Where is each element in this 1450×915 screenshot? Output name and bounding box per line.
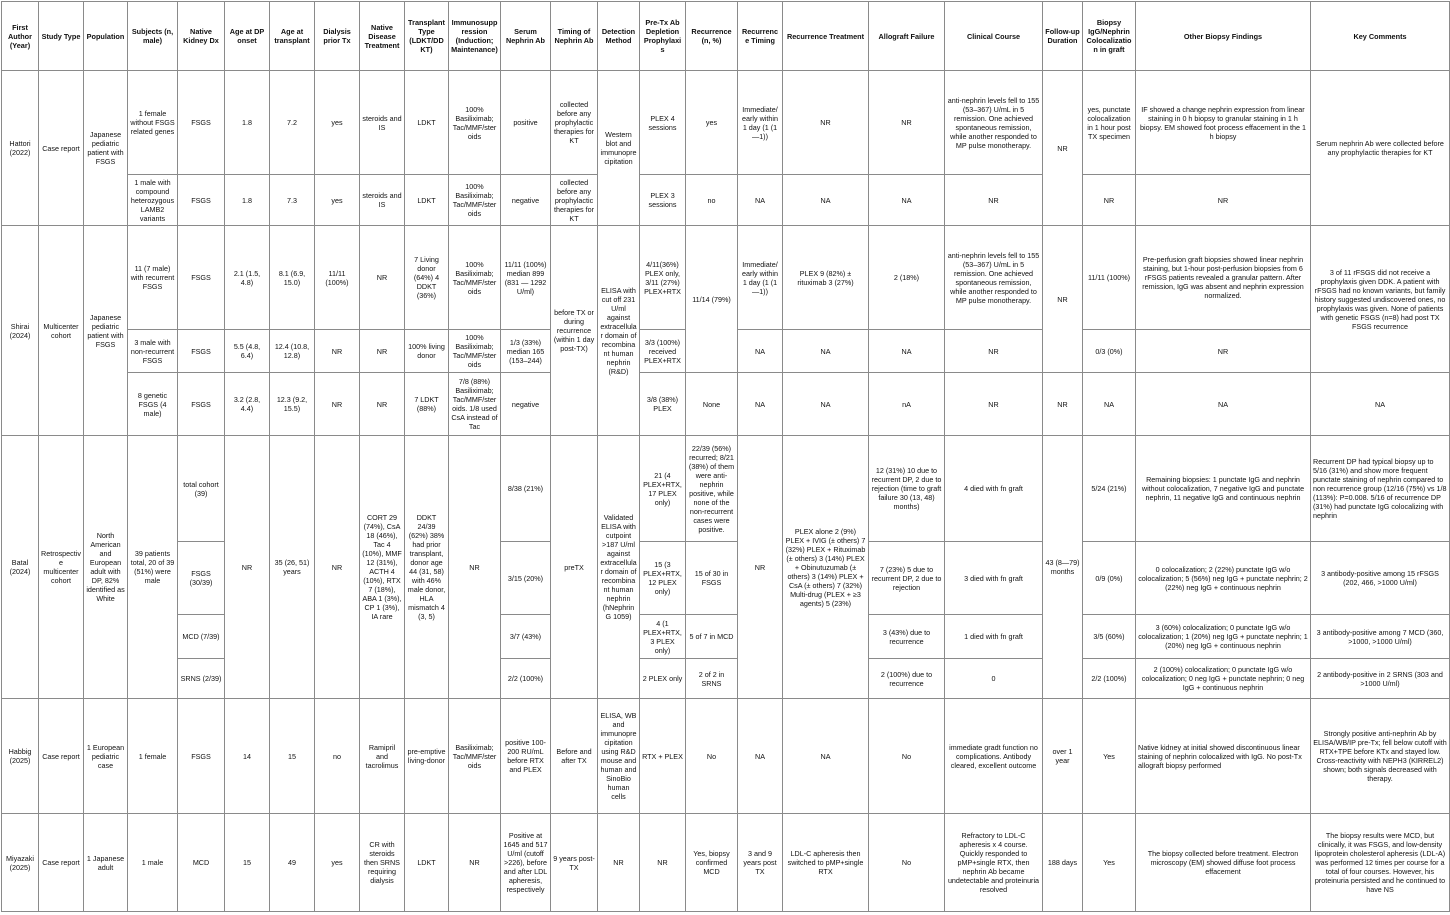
table-cell: 11/11 (100%) median 899 (831 — 1292 U/ml)	[501, 226, 551, 330]
table-cell: NR	[225, 436, 270, 699]
table-row	[2, 436, 1450, 542]
table-cell: 1 male	[128, 814, 178, 912]
table-cell: NR	[1136, 330, 1311, 373]
table-cell: RTX + PLEX	[640, 699, 686, 814]
table-cell: NR	[449, 814, 501, 912]
table-cell: NR	[1136, 175, 1311, 226]
table-cell: CORT 29 (74%), CsA 18 (46%), Tac 4 (10%), MMF 12 (31%), ACTH 4 (10%), RTX 7 (18%), ABA 1 (3%), CP 1 (3%), IA rare	[360, 436, 405, 699]
table-cell: negative	[501, 373, 551, 436]
table-cell: before TX or during recurrence (within 1 day post-TX)	[551, 226, 598, 436]
table-cell: Positive at 1645 and 517 U/ml (cutoff >226), before and after LDL apheresis, respectively	[501, 814, 551, 912]
table-cell: Miyazaki (2025)	[2, 814, 39, 912]
table-cell: NA	[783, 175, 869, 226]
table-cell: NR	[360, 330, 405, 373]
col-header: Dialysis prior Tx	[315, 2, 360, 71]
table-cell: 4 (1 PLEX+RTX, 3 PLEX only)	[640, 615, 686, 659]
table-cell: Habbig (2025)	[2, 699, 39, 814]
table-cell: 2 (18%)	[869, 226, 945, 330]
col-header: Serum Nephrin Ab	[501, 2, 551, 71]
table-cell: over 1 year	[1043, 699, 1083, 814]
table-cell: Remaining biopsies: 1 punctate IgG and nephrin without colocalization, 7 negative IgG and punctate nephrin, 11 negative IgG and continuous nephrin	[1136, 436, 1311, 542]
table-cell: IF showed a change nephrin expression from linear staining in 0 h biopsy to granular staining in 1 h biopsy. EM showed foot process effacement in the 1 h biopsy	[1136, 71, 1311, 175]
table-cell: 21 (4 PLEX+RTX, 17 PLEX only)	[640, 436, 686, 542]
table-cell: FSGS	[178, 71, 225, 175]
table-cell: positive 100-200 RU/mL before RTX and PLEX	[501, 699, 551, 814]
table-cell: PLEX 3 sessions	[640, 175, 686, 226]
table-cell: total cohort (39)	[178, 436, 225, 542]
table-cell: Western blot and immunoprecipitation	[598, 71, 640, 226]
table-cell: LDKT	[405, 175, 449, 226]
table-cell: 11/11 (100%)	[315, 226, 360, 330]
table-cell: 7 LDKT (88%)	[405, 373, 449, 436]
col-header: Study Type	[39, 2, 84, 71]
table-cell: NA	[783, 373, 869, 436]
table-cell: Recurrent DP had typical biopsy up to 5/16 (31%) and show more frequent punctate staining of nephrin compared to non recurrence group (12/16 (75%) vs 1/8 (113%): P=0.008. 5/16 of recurrence DP (31%) had punctate IgG colocalizing with nephrin	[1311, 436, 1450, 542]
table-cell: 100% living donor	[405, 330, 449, 373]
table-cell: 0 colocalization; 2 (22%) punctate IgG w/o colocalization; 5 (56%) neg IgG + punctate nephrin; 2 (22%) neg IgG + continuous nephrin	[1136, 542, 1311, 615]
table-cell: 15 of 30 in FSGS	[686, 542, 738, 615]
table-cell: FSGS (30/39)	[178, 542, 225, 615]
table-cell: 14	[225, 699, 270, 814]
table-cell: 2 antibody-positive in 2 SRNS (303 and >1000 U/ml)	[1311, 659, 1450, 699]
table-cell: 15 (3 PLEX+RTX, 12 PLEX only)	[640, 542, 686, 615]
table-cell: 100% Basiliximab; Tac/MMF/steroids	[449, 330, 501, 373]
table-cell: yes	[686, 71, 738, 175]
table-cell: NR	[315, 373, 360, 436]
table-cell: Immediate/ early within 1 day (1 (1—1))	[738, 226, 783, 330]
table-cell: 3/3 (100%) received PLEX+RTX	[640, 330, 686, 373]
table-cell: Yes, biopsy confirmed MCD	[686, 814, 738, 912]
table-cell: 11/11 (100%)	[1083, 226, 1136, 330]
table-cell: 1 female without FSGS related genes	[128, 71, 178, 175]
table-row	[2, 373, 1450, 436]
col-header: Biopsy IgG/Nephrin Colocalization in graft	[1083, 2, 1136, 71]
table-cell: Case report	[39, 814, 84, 912]
col-header: Recurrence Treatment	[783, 2, 869, 71]
table-cell: NA	[738, 699, 783, 814]
table-cell: 15	[270, 699, 315, 814]
table-cell: 100% Basiliximab; Tac/MMF/steroids	[449, 226, 501, 330]
table-cell: FSGS	[178, 373, 225, 436]
table-cell: 2 of 2 in SRNS	[686, 659, 738, 699]
table-cell: 7.2	[270, 71, 315, 175]
col-header: Age at DP onset	[225, 2, 270, 71]
table-cell: Retrospective multicenter cohort	[39, 436, 84, 699]
table-cell: 8 genetic FSGS (4 male)	[128, 373, 178, 436]
table-cell: LDKT	[405, 814, 449, 912]
col-header: Follow-up Duration	[1043, 2, 1083, 71]
table-cell: yes	[315, 175, 360, 226]
col-header: Pre-Tx Ab Depletion Prophylaxis	[640, 2, 686, 71]
col-header: Timing of Nephrin Ab	[551, 2, 598, 71]
col-header: Transplant Type (LDKT/DDKT)	[405, 2, 449, 71]
table-cell: 4/11(36%) PLEX only, 3/11 (27%) PLEX+RTX	[640, 226, 686, 330]
table-cell: no	[315, 699, 360, 814]
table-cell: LDL-C apheresis then switched to pMP+single RTX	[783, 814, 869, 912]
col-header: Population	[84, 2, 128, 71]
table-cell: Batal (2024)	[2, 436, 39, 699]
table-cell: 1/3 (33%) median 165 (153–244)	[501, 330, 551, 373]
table-cell: FSGS	[178, 330, 225, 373]
table-cell: NR	[738, 436, 783, 699]
table-cell: 2/2 (100%)	[1083, 659, 1136, 699]
table-cell: Hattori (2022)	[2, 71, 39, 226]
table-cell: 11/14 (79%)	[686, 226, 738, 373]
table-cell: No	[869, 699, 945, 814]
table-cell: NR	[945, 330, 1043, 373]
table-cell: MCD (7/39)	[178, 615, 225, 659]
table-cell: 3/5 (60%)	[1083, 615, 1136, 659]
table-cell: NA	[783, 699, 869, 814]
table-cell: NR	[783, 71, 869, 175]
table-cell: 39 patients total, 20 of 39 (51%) were male	[128, 436, 178, 699]
col-header: Clinical Course	[945, 2, 1043, 71]
table-cell: NR	[1043, 71, 1083, 226]
table-cell: NR	[1043, 226, 1083, 373]
table-row	[2, 659, 1450, 699]
table-cell: 8/38 (21%)	[501, 436, 551, 542]
table-cell: Refractory to LDL-C apheresis x 4 course. Quickly responded to pMP+single RTX, then nephrin Ab became undetectable and proteinuria resolved	[945, 814, 1043, 912]
table-cell: NR	[598, 814, 640, 912]
table-cell: NA	[738, 330, 783, 373]
col-header: Immunosuppression (Induction; Maintenance)	[449, 2, 501, 71]
table-cell: 11 (7 male) with recurrent FSGS	[128, 226, 178, 330]
table-cell: 7 Living donor (64%) 4 DDKT (36%)	[405, 226, 449, 330]
table-cell: nA	[869, 373, 945, 436]
table-cell: The biopsy results were MCD, but clinically, it was FSGS, and low-density lipoprotein cholesterol apheresis (LDL-A) was performed 12 times per course for a total of four courses. However, his proteinuria persisted and he continued to have NS	[1311, 814, 1450, 912]
table-cell: 3 of 11 rFSGS did not receive a prophylaxis given DDK. A patient with rFSGS had no known variants, but family history suggested undiscovered ones, no prophylaxis was given. None of patients with genetic FSGS (n=8) had post TX FSGS recurrence	[1311, 226, 1450, 373]
table-cell: 2 PLEX only	[640, 659, 686, 699]
table-cell: LDKT	[405, 71, 449, 175]
table-cell: NR	[315, 330, 360, 373]
table-cell: yes	[315, 71, 360, 175]
table-cell: NA	[1311, 373, 1450, 436]
table-cell: collected before any prophylactic therapies for KT	[551, 71, 598, 175]
table-cell: NR	[945, 373, 1043, 436]
table-cell: 22/39 (56%) recurred; 8/21 (38%) of them were anti-nephrin positive, while none of the non-recurrent cases were positive.	[686, 436, 738, 542]
table-cell: No	[686, 699, 738, 814]
table-cell: 2 (100%) due to recurrence	[869, 659, 945, 699]
table-cell: immediate gradt function no complications. Antibody cleared, excellent outcome	[945, 699, 1043, 814]
table-cell: PLEX 9 (82%) ± rituximab 3 (27%)	[783, 226, 869, 330]
table-cell: NR	[1083, 175, 1136, 226]
table-cell: NR	[869, 71, 945, 175]
table-cell: 35 (26, 51) years	[270, 436, 315, 699]
table-cell: 49	[270, 814, 315, 912]
table-cell: ELISA, WB and immunoprecipitation using R&D mouse and human and SinoBio human cells	[598, 699, 640, 814]
table-cell: PLEX 4 sessions	[640, 71, 686, 175]
table-cell: ELISA with cut off 231 U/ml against extracellular domain of recombinant human nephrin (R&D)	[598, 226, 640, 436]
table-cell: 3.2 (2.8, 4.4)	[225, 373, 270, 436]
table-cell: 2.1 (1.5, 4.8)	[225, 226, 270, 330]
table-cell: No	[869, 814, 945, 912]
table-row	[2, 542, 1450, 615]
table-cell: Japanese pediatric patient with FSGS	[84, 226, 128, 436]
col-header: Native Disease Treatment	[360, 2, 405, 71]
table-cell: steroids and IS	[360, 175, 405, 226]
table-cell: 1 male with compound heterozygous LAMB2 variants	[128, 175, 178, 226]
table-cell: 3 male with non-recurrent FSGS	[128, 330, 178, 373]
table-cell: NR	[945, 175, 1043, 226]
table-cell: Ramipril and tacrolimus	[360, 699, 405, 814]
table-cell: 3/8 (38%) PLEX	[640, 373, 686, 436]
col-header: Allograft Failure	[869, 2, 945, 71]
table-cell: 15	[225, 814, 270, 912]
table-cell: NR	[360, 373, 405, 436]
table-cell: Serum nephrin Ab were collected before any prophylactic therapies for KT	[1311, 71, 1450, 226]
table-cell: Native kidney at initial showed discontinuous linear staining of nephrin colocalized with IgG. No post-Tx allograft biopsy performed	[1136, 699, 1311, 814]
table-cell: Case report	[39, 699, 84, 814]
table-cell: 3 (43%) due to recurrence	[869, 615, 945, 659]
table-cell: NA	[1136, 373, 1311, 436]
header-row	[2, 2, 1450, 71]
table-cell: FSGS	[178, 175, 225, 226]
col-header: Detection Method	[598, 2, 640, 71]
table-cell: 3/15 (20%)	[501, 542, 551, 615]
table-cell: 0/3 (0%)	[1083, 330, 1136, 373]
table-cell: NR	[315, 436, 360, 699]
table-cell: Shirai (2024)	[2, 226, 39, 436]
table-cell: Yes	[1083, 699, 1136, 814]
table-cell: NR	[640, 814, 686, 912]
table-row	[2, 175, 1450, 226]
table-cell: NA	[738, 175, 783, 226]
table-cell: 1.8	[225, 175, 270, 226]
table-cell: Case report	[39, 71, 84, 226]
table-row	[2, 814, 1450, 912]
table-cell: 3 died with fn graft	[945, 542, 1043, 615]
table-cell: 9 years post-TX	[551, 814, 598, 912]
table-cell: 7.3	[270, 175, 315, 226]
table-cell: 100% Basiliximab; Tac/MMF/steroids	[449, 71, 501, 175]
table-cell: 12.4 (10.8, 12.8)	[270, 330, 315, 373]
table-cell: 5/24 (21%)	[1083, 436, 1136, 542]
table-cell: pre-emptive living-donor	[405, 699, 449, 814]
table-cell: NA	[738, 373, 783, 436]
table-row	[2, 226, 1450, 330]
table-cell: positive	[501, 71, 551, 175]
table-cell: negative	[501, 175, 551, 226]
table-cell: 1 female	[128, 699, 178, 814]
table-cell: Multicenter cohort	[39, 226, 84, 436]
table-cell: 3 antibody-positive among 15 rFSGS (202, 466, >1000 U/ml)	[1311, 542, 1450, 615]
table-cell: 12.3 (9.2, 15.5)	[270, 373, 315, 436]
table-cell: 1 Japanese adult	[84, 814, 128, 912]
table-cell: 3/7 (43%)	[501, 615, 551, 659]
col-header: Recurrence Timing	[738, 2, 783, 71]
table-cell: 0/9 (0%)	[1083, 542, 1136, 615]
table-cell: SRNS (2/39)	[178, 659, 225, 699]
table-cell: DDKT 24/39 (62%) 38% had prior transplant, donor age 44 (31, 58) with 46% male donor, HLA mismatch 4 (3, 5)	[405, 436, 449, 699]
col-header: Age at transplant	[270, 2, 315, 71]
table-cell: Immediate/ early within 1 day (1 (1—1))	[738, 71, 783, 175]
study-summary-table	[1, 1, 1450, 912]
table-cell: Pre-perfusion graft biopsies showed linear nephrin staining, but 1-hour post-perfusion biopsies from 6 rFSGS patients revealed a granular pattern. After remission, IgG was absent and nephrin expression normalized.	[1136, 226, 1311, 330]
table-cell: Validated ELISA with cutpoint >187 U/ml against extracellular domain of recombinant human nephrin (hNephrinG 1059)	[598, 436, 640, 699]
col-header: First Author (Year)	[2, 2, 39, 71]
table-cell: anti-nephrin levels fell to 155 (53–367) U/mL in 5 remission. One achieved spontaneous remission, while another responded to MP pulse monotherapy.	[945, 226, 1043, 330]
table-cell: 0	[945, 659, 1043, 699]
table-cell: PLEX alone 2 (9%) PLEX + IVIG (± others) 7 (32%) PLEX + Rituximab (± others) 3 (14%) PLEX + Obinutuzumab (± others) 3 (14%) PLEX + CsA (± others) 7 (32%) Multi-drug (PLEX + ≥3 agents) 5 (23%)	[783, 436, 869, 699]
col-header: Key Comments	[1311, 2, 1450, 71]
table-cell: 1.8	[225, 71, 270, 175]
col-header: Subjects (n, male)	[128, 2, 178, 71]
table-cell: 7 (23%) 5 due to recurrent DP, 2 due to rejection	[869, 542, 945, 615]
table-cell: 3 (60%) colocalization; 0 punctate IgG w/o colocalization; 1 (20%) neg IgG + punctate nephrin; 1 (20%) neg IgG + continuous nephrin	[1136, 615, 1311, 659]
table-cell: preTX	[551, 436, 598, 699]
table-cell: MCD	[178, 814, 225, 912]
col-header: Other Biopsy Findings	[1136, 2, 1311, 71]
table-cell: 43 (8—79) months	[1043, 436, 1083, 699]
table-cell: NA	[869, 175, 945, 226]
table-cell: North American and European adult with DP, 82% identified as White	[84, 436, 128, 699]
table-cell: 5.5 (4.8, 6.4)	[225, 330, 270, 373]
table-cell: 8.1 (6.9, 15.0)	[270, 226, 315, 330]
table-cell: 1 died with fn graft	[945, 615, 1043, 659]
table-cell: 3 antibody-positive among 7 MCD (360, >1000, >1000 U/ml)	[1311, 615, 1450, 659]
table-cell: 100% Basiliximab; Tac/MMF/steroids	[449, 175, 501, 226]
table-cell: Strongly positive anti-nephrin Ab by ELISA/WB/IP pre-Tx; fell below cutoff with RTX+TPE before KTx and stayed low. Cross-reactivity with NEPH3 (KIRREL2) shown; both signals decreased with therapy.	[1311, 699, 1450, 814]
table-cell: no	[686, 175, 738, 226]
table-row	[2, 699, 1450, 814]
table-row	[2, 615, 1450, 659]
table-cell: yes, punctate colocalization in 1 hour post TX specimen	[1083, 71, 1136, 175]
table-cell: FSGS	[178, 699, 225, 814]
table-cell: 12 (31%) 10 due to recurrent DP, 2 due to rejection (time to graft failure 30 (13, 48) months)	[869, 436, 945, 542]
table-cell: 3 and 9 years post TX	[738, 814, 783, 912]
table-cell: Japanese pediatric patient with FSGS	[84, 71, 128, 226]
table-cell: Basiliximab; Tac/MMF/steroids	[449, 699, 501, 814]
table-cell: 4 died with fn graft	[945, 436, 1043, 542]
table-cell: NR	[1043, 373, 1083, 436]
table-cell: yes	[315, 814, 360, 912]
table-cell: NA	[783, 330, 869, 373]
table-cell: Before and after TX	[551, 699, 598, 814]
table-cell: FSGS	[178, 226, 225, 330]
table-cell: 188 days	[1043, 814, 1083, 912]
table-cell: NA	[869, 330, 945, 373]
table-cell: CR with steroids then SRNS requiring dialysis	[360, 814, 405, 912]
table-cell: Yes	[1083, 814, 1136, 912]
table-cell: NR	[360, 226, 405, 330]
table-cell: collected before any prophylactic therapies for KT	[551, 175, 598, 226]
table-cell: NR	[449, 436, 501, 699]
col-header: Recurrence (n, %)	[686, 2, 738, 71]
table-cell: None	[686, 373, 738, 436]
table-cell: NA	[1083, 373, 1136, 436]
table-row	[2, 71, 1450, 175]
table-cell: anti-nephrin levels fell to 155 (53–367) U/mL in 5 remission. One achieved spontaneous remission, while another responded to MP pulse monotherapy.	[945, 71, 1043, 175]
table-cell: 2 (100%) colocalization; 0 punctate IgG w/o colocalization; 0 neg IgG + punctate nephrin; 0 neg IgG + continuous nephrin	[1136, 659, 1311, 699]
col-header: Native Kidney Dx	[178, 2, 225, 71]
table-cell: 5 of 7 in MCD	[686, 615, 738, 659]
table-cell: The biopsy collected before treatment. Electron microscopy (EM) showed diffuse foot process effacement	[1136, 814, 1311, 912]
table-cell: steroids and IS	[360, 71, 405, 175]
table-cell: 7/8 (88%) Basiliximab; Tac/MMF/steroids. 1/8 used CsA instead of Tac	[449, 373, 501, 436]
table-cell: 2/2 (100%)	[501, 659, 551, 699]
table-cell: 1 European pediatric case	[84, 699, 128, 814]
